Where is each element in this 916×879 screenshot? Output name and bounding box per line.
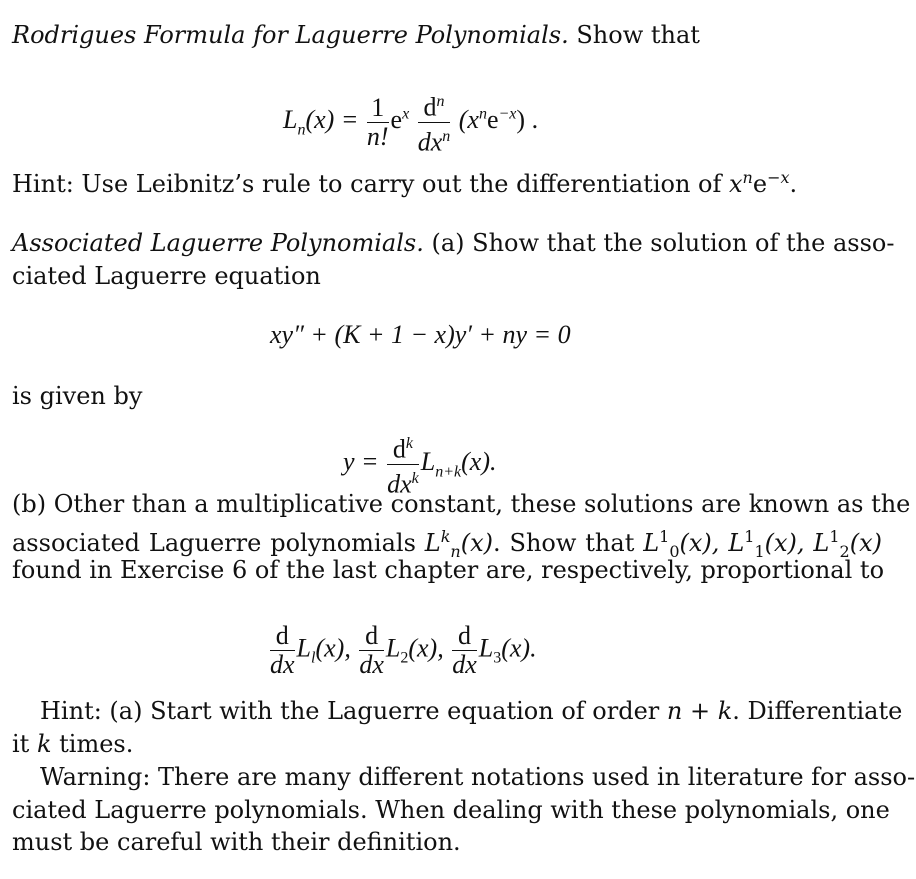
derivative-operator: $\frac{d^n}{dx^n}$ — [418, 88, 451, 156]
problem2-title: Associated Laguerre Polynomials. — [12, 229, 424, 257]
problem1-heading — [12, 20, 700, 50]
warning-line2: ciated Laguerre polynomials. When dealing with these polynomials, one — [12, 796, 890, 824]
warning-line1: Warning: There are many different notations used in literature for asso- — [40, 763, 916, 791]
fraction-1-over-nfact: $\frac{1}{n!}$ — [366, 92, 389, 151]
problem1-hint: Hint: Use Leibnitz’s rule to carry out the differentiation of $x^ne^{-x}$. — [12, 168, 798, 198]
rodrigues-formula: $L_n(x)$ = $\frac{1}{n!}$ $e^x$ $\frac{d^n}{dx^n}$ $(x^ne^{-x})$ . — [283, 88, 538, 156]
problem2-b-line2: associated Laguerre polynomials $L^k_n(x)$. Show that $L^1_0(x)$, $L^1_1(x)$, $L^1_2(x)$ — [12, 527, 882, 561]
problem2-b-line3: found in Exercise 6 of the last chapter are, respectively, proportional to — [12, 556, 885, 584]
problem2-line2: ciated Laguerre equation — [12, 262, 321, 290]
problem2-given-by: is given by — [12, 382, 143, 410]
solution-formula: y = $\frac{d^k}{dx^k}$ $L_{n+k}(x)$. — [343, 430, 496, 498]
associated-laguerre-equation: xy″ + (K + 1 − x)y′ + ny = 0 — [270, 320, 571, 349]
warning-line3: must be careful with their definition. — [12, 828, 461, 856]
problem2-heading: Associated Laguerre Polynomials. (a) Show that the solution of the asso- — [12, 229, 895, 257]
problem1-title: Rodrigues Formula for Laguerre Polynomials. — [12, 21, 569, 49]
problem2-hint-line1: Hint: (a) Start with the Laguerre equation of order n + k. Differentiate — [40, 697, 903, 725]
derivative-k-operator: $\frac{d^k}{dx^k}$ — [387, 430, 419, 498]
problem2-b-line1: (b) Other than a multiplicative constant, these solutions are known as the — [12, 490, 911, 518]
problem1-task: Show that — [576, 21, 700, 49]
derivative-list: $\frac{d}{dx}$ $L_l(x)$, $\frac{d}{dx}$ $L_2(x)$, $\frac{d}{dx}$ $L_3(x)$. — [270, 621, 537, 679]
problem2-hint-line2: it k times. — [12, 730, 134, 758]
